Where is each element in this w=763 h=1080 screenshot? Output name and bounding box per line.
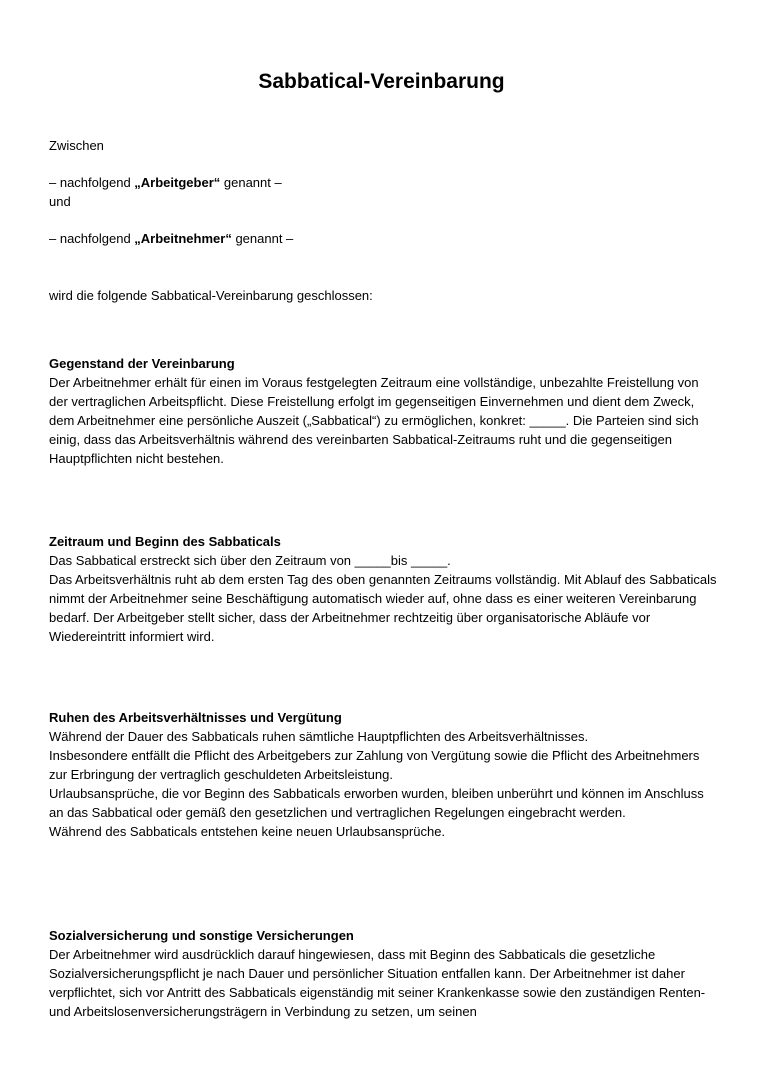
- section-paragraph: Während der Dauer des Sabbaticals ruhen sämtliche Hauptpflichten des Arbeitsverhältnisses.: [49, 729, 589, 744]
- intro-employee-line: [49, 229, 293, 248]
- intro-between: Zwischen: [49, 138, 104, 153]
- intro-and: und: [49, 194, 71, 209]
- section-insurance: [49, 926, 719, 1021]
- section-heading: Ruhen des Arbeitsverhältnisses und Vergütung: [49, 710, 342, 725]
- section-heading: Sozialversicherung und sonstige Versicherungen: [49, 928, 354, 943]
- section-heading: Zeitraum und Beginn des Sabbaticals: [49, 534, 281, 549]
- section-paragraph: Das Arbeitsverhältnis ruht ab dem ersten Tag des oben genannten Zeitraums vollständig. Mit Ablauf des Sabbaticals nimmt der Arbeitnehmer seine Beschäftigung automatisch wieder auf, ohne dass es einer weiteren Vereinbarung bedarf. Der Arbeitgeber stellt sicher, dass der Arbeitnehmer rechtzeitig über organisatorische Abläufe vor Wiedereintritt informiert wird.: [49, 572, 717, 644]
- section-suspension: [49, 708, 719, 841]
- employee-suffix: genannt –: [231, 231, 294, 246]
- section-paragraph: Urlaubsansprüche, die vor Beginn des Sabbaticals erworben wurden, bleiben unberührt und können im Anschluss an das Sabbatical oder gemäß den gesetzlichen und vertraglichen Regelungen eingebracht werden.: [49, 786, 704, 820]
- employer-suffix: genannt –: [220, 175, 282, 190]
- employee-prefix: – nachfolgend: [49, 231, 135, 246]
- section-paragraph: Während des Sabbaticals entstehen keine neuen Urlaubsansprüche.: [49, 824, 446, 839]
- section-period: [49, 532, 719, 646]
- intro-employer-line: [49, 173, 282, 192]
- employer-term: „Arbeitgeber“: [134, 175, 221, 190]
- section-subject: [49, 354, 719, 468]
- section-paragraph: Das Sabbatical erstreckt sich über den Zeitraum von _____bis _____.: [49, 553, 451, 568]
- employer-prefix: – nachfolgend: [49, 175, 135, 190]
- section-paragraph: Der Arbeitnehmer wird ausdrücklich darauf hingewiesen, dass mit Beginn des Sabbaticals die gesetzliche Sozialversicherungspflicht je nach Dauer und persönlicher Situation entfallen kann. Der Arbeitnehmer ist daher verpflichtet, sich vor Antritt des Sabbaticals eigenständig mit seiner Krankenkasse sowie den zuständigen Renten- und Arbeitslosenversicherungsträgern in Verbindung zu setzen, um seinen: [49, 947, 706, 1019]
- section-paragraph: Der Arbeitnehmer erhält für einen im Voraus festgelegten Zeitraum eine vollständige, unbezahlte Freistellung von der vertraglichen Arbeitspflicht. Diese Freistellung erfolgt im gegenseitigen Einvernehmen und dient dem Zweck, dem Arbeitnehmer eine persönliche Auszeit („Sabbatical“) zu ermöglichen, konkret: _____. Die Parteien sind sich einig, dass das Arbeitsverhältnis während des vereinbarten Sabbatical-Zeitraums ruht und die gegenseitigen Hauptpflichten nicht bestehen.: [49, 375, 699, 466]
- document-title: Sabbatical-Vereinbarung: [258, 70, 505, 93]
- employee-term: „Arbeitnehmer“: [134, 231, 232, 246]
- section-paragraph: Insbesondere entfällt die Pflicht des Arbeitgebers zur Zahlung von Vergütung sowie die Pflicht des Arbeitnehmers zur Erbringung der vertraglich geschuldeten Arbeitsleistung.: [49, 748, 700, 782]
- intro-concluded: wird die folgende Sabbatical-Vereinbarung geschlossen:: [49, 288, 373, 303]
- section-heading: Gegenstand der Vereinbarung: [49, 356, 235, 371]
